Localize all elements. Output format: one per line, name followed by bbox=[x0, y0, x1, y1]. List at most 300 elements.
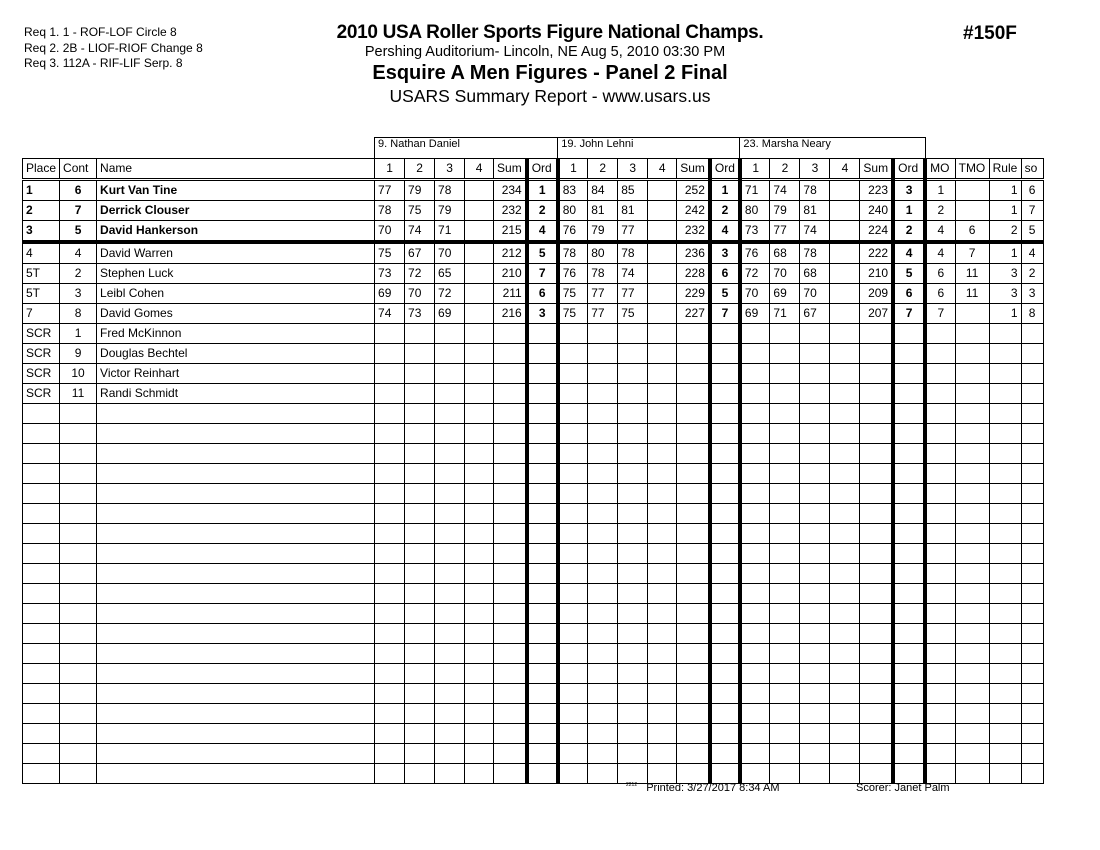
col-j2-ord: Ord bbox=[710, 159, 740, 180]
rule-cell bbox=[989, 724, 1021, 744]
column-header-row bbox=[23, 159, 1044, 180]
judge1-sum-cell bbox=[494, 604, 527, 624]
judge3-fig4-cell bbox=[830, 180, 860, 201]
judge3-fig4-cell bbox=[830, 744, 860, 764]
judge1-ord-cell: 6 bbox=[527, 284, 558, 304]
judge1-fig3-cell: 69 bbox=[435, 304, 465, 324]
judge2-fig4-cell bbox=[648, 264, 677, 284]
place-cell bbox=[23, 704, 60, 724]
judge1-fig3-cell bbox=[435, 604, 465, 624]
place-cell bbox=[23, 424, 60, 444]
judge3-sum-cell: 207 bbox=[860, 304, 893, 324]
place-cell bbox=[23, 444, 60, 464]
judge1-ord-cell bbox=[527, 684, 558, 704]
judge3-fig2-cell: 69 bbox=[770, 284, 800, 304]
judge2-fig4-cell bbox=[648, 304, 677, 324]
judge1-fig2-cell bbox=[405, 484, 435, 504]
judge2-ord-cell bbox=[710, 484, 740, 504]
judge2-sum-cell bbox=[677, 604, 710, 624]
judge2-sum-cell bbox=[677, 564, 710, 584]
judge1-ord-cell: 4 bbox=[527, 221, 558, 243]
judge1-fig1-cell bbox=[375, 464, 405, 484]
judge3-fig4-cell bbox=[830, 201, 860, 221]
judge3-fig2-cell bbox=[770, 524, 800, 544]
judge2-fig4-cell bbox=[648, 524, 677, 544]
judge1-fig4-cell bbox=[465, 404, 494, 424]
judge3-ord-cell bbox=[893, 344, 925, 364]
judge3-sum-cell: 210 bbox=[860, 264, 893, 284]
name-cell bbox=[97, 604, 375, 624]
judge1-sum-cell: 210 bbox=[494, 264, 527, 284]
judge3-fig2-cell bbox=[770, 744, 800, 764]
judge2-fig4-cell bbox=[648, 384, 677, 404]
table-row bbox=[23, 264, 1044, 284]
judge1-ord-cell bbox=[527, 604, 558, 624]
judge3-fig4-cell bbox=[830, 284, 860, 304]
judge3-fig3-cell: 70 bbox=[800, 284, 830, 304]
tmo-cell: 11 bbox=[955, 284, 989, 304]
judge3-sum-cell: 222 bbox=[860, 242, 893, 264]
judge3-fig1-cell bbox=[740, 544, 770, 564]
judge2-ord-cell: 3 bbox=[710, 242, 740, 264]
mo-cell bbox=[925, 444, 955, 464]
judge3-fig3-cell bbox=[800, 344, 830, 364]
judge1-fig3-cell bbox=[435, 544, 465, 564]
judge3-sum-cell bbox=[860, 524, 893, 544]
name-cell bbox=[97, 464, 375, 484]
tmo-cell bbox=[955, 424, 989, 444]
judge2-fig4-cell bbox=[648, 464, 677, 484]
judge3-sum-cell bbox=[860, 364, 893, 384]
place-cell: 2 bbox=[23, 201, 60, 221]
judge1-ord-cell bbox=[527, 584, 558, 604]
judge1-fig2-cell bbox=[405, 704, 435, 724]
judge1-fig2-cell bbox=[405, 684, 435, 704]
judge2-fig4-cell bbox=[648, 724, 677, 744]
judge2-fig4-cell bbox=[648, 424, 677, 444]
judge3-fig3-cell: 67 bbox=[800, 304, 830, 324]
judge3-fig1-cell bbox=[740, 684, 770, 704]
judge2-fig1-cell bbox=[558, 744, 588, 764]
cont-cell bbox=[60, 504, 97, 524]
judge1-fig1-cell: 70 bbox=[375, 221, 405, 243]
judge2-ord-cell bbox=[710, 764, 740, 784]
judge1-fig3-cell bbox=[435, 644, 465, 664]
table-row bbox=[23, 504, 1044, 524]
judge3-fig3-cell: 74 bbox=[800, 221, 830, 243]
judge1-ord-cell bbox=[527, 364, 558, 384]
judge3-ord-cell bbox=[893, 764, 925, 784]
mo-cell: 6 bbox=[925, 264, 955, 284]
rule-cell: 1 bbox=[989, 242, 1021, 264]
judge1-ord-cell bbox=[527, 424, 558, 444]
mo-cell bbox=[925, 664, 955, 684]
judge3-fig1-cell bbox=[740, 604, 770, 624]
judge2-ord-cell bbox=[710, 564, 740, 584]
place-cell bbox=[23, 484, 60, 504]
judge3-sum-cell bbox=[860, 544, 893, 564]
judge1-fig3-cell bbox=[435, 724, 465, 744]
so-cell bbox=[1021, 744, 1043, 764]
judge1-fig4-cell bbox=[465, 242, 494, 264]
rule-cell bbox=[989, 464, 1021, 484]
judge2-fig2-cell bbox=[588, 444, 618, 464]
table-row bbox=[23, 180, 1044, 201]
judge3-fig1-cell: 76 bbox=[740, 242, 770, 264]
judge2-ord-cell bbox=[710, 644, 740, 664]
so-cell bbox=[1021, 664, 1043, 684]
mo-cell: 4 bbox=[925, 242, 955, 264]
judge2-fig2-cell bbox=[588, 764, 618, 784]
name-cell bbox=[97, 764, 375, 784]
judge2-fig2-cell: 81 bbox=[588, 201, 618, 221]
rule-cell: 1 bbox=[989, 304, 1021, 324]
judge3-fig2-cell bbox=[770, 464, 800, 484]
judge2-fig1-cell bbox=[558, 464, 588, 484]
judge3-fig3-cell bbox=[800, 744, 830, 764]
judge3-fig1-cell bbox=[740, 404, 770, 424]
judge1-fig2-cell bbox=[405, 504, 435, 524]
judge-2-name: 19. John Lehni bbox=[558, 138, 740, 159]
judge3-ord-cell bbox=[893, 504, 925, 524]
col-rule: Rule bbox=[989, 159, 1021, 180]
place-cell bbox=[23, 744, 60, 764]
place-cell bbox=[23, 524, 60, 544]
judge3-ord-cell bbox=[893, 704, 925, 724]
judge1-fig1-cell bbox=[375, 504, 405, 524]
judge1-fig1-cell bbox=[375, 484, 405, 504]
rule-cell bbox=[989, 364, 1021, 384]
judge1-fig1-cell: 77 bbox=[375, 180, 405, 201]
judge1-fig2-cell bbox=[405, 464, 435, 484]
judge1-ord-cell bbox=[527, 564, 558, 584]
judge1-fig3-cell bbox=[435, 464, 465, 484]
judge2-ord-cell: 4 bbox=[710, 221, 740, 243]
event-number: #150F bbox=[963, 23, 1017, 44]
judge2-fig3-cell bbox=[618, 544, 648, 564]
judge3-ord-cell bbox=[893, 424, 925, 444]
judge3-fig1-cell: 73 bbox=[740, 221, 770, 243]
cont-cell bbox=[60, 604, 97, 624]
judge1-ord-cell bbox=[527, 484, 558, 504]
judge2-sum-cell: 236 bbox=[677, 242, 710, 264]
name-cell bbox=[97, 624, 375, 644]
judge1-sum-cell: 234 bbox=[494, 180, 527, 201]
judge3-sum-cell: 224 bbox=[860, 221, 893, 243]
judge1-fig1-cell bbox=[375, 404, 405, 424]
judge1-fig1-cell bbox=[375, 744, 405, 764]
judge2-sum-cell: 252 bbox=[677, 180, 710, 201]
judge3-sum-cell bbox=[860, 664, 893, 684]
judge1-fig2-cell bbox=[405, 604, 435, 624]
cont-cell: 7 bbox=[60, 201, 97, 221]
judge3-ord-cell: 6 bbox=[893, 284, 925, 304]
judge1-fig3-cell bbox=[435, 584, 465, 604]
judge3-fig1-cell bbox=[740, 384, 770, 404]
judge2-sum-cell bbox=[677, 484, 710, 504]
judge3-fig1-cell bbox=[740, 324, 770, 344]
table-row bbox=[23, 384, 1044, 404]
judge3-fig2-cell bbox=[770, 644, 800, 664]
judge1-fig3-cell bbox=[435, 504, 465, 524]
rule-cell bbox=[989, 664, 1021, 684]
judge1-sum-cell bbox=[494, 644, 527, 664]
judge2-fig4-cell bbox=[648, 664, 677, 684]
judge2-fig2-cell bbox=[588, 664, 618, 684]
judge1-fig1-cell: 75 bbox=[375, 242, 405, 264]
rule-cell: 3 bbox=[989, 264, 1021, 284]
table-row bbox=[23, 201, 1044, 221]
judge2-fig4-cell bbox=[648, 180, 677, 201]
judge1-sum-cell bbox=[494, 684, 527, 704]
name-cell bbox=[97, 664, 375, 684]
judge1-fig4-cell bbox=[465, 664, 494, 684]
judge3-fig3-cell bbox=[800, 644, 830, 664]
requirement-3: Req 3. 112A - RIF-LIF Serp. 8 bbox=[24, 56, 183, 70]
mo-cell: 7 bbox=[925, 304, 955, 324]
judge1-fig4-cell bbox=[465, 304, 494, 324]
judge3-sum-cell bbox=[860, 404, 893, 424]
name-cell: Douglas Bechtel bbox=[97, 344, 375, 364]
table-row bbox=[23, 664, 1044, 684]
judge2-fig3-cell bbox=[618, 424, 648, 444]
judge3-sum-cell: 240 bbox=[860, 201, 893, 221]
rule-cell bbox=[989, 404, 1021, 424]
judge2-sum-cell bbox=[677, 744, 710, 764]
tmo-cell bbox=[955, 744, 989, 764]
name-cell bbox=[97, 644, 375, 664]
judge2-ord-cell bbox=[710, 464, 740, 484]
judge3-fig3-cell bbox=[800, 384, 830, 404]
so-cell bbox=[1021, 324, 1043, 344]
judge2-fig3-cell: 77 bbox=[618, 284, 648, 304]
judge3-fig4-cell bbox=[830, 524, 860, 544]
mo-cell bbox=[925, 684, 955, 704]
judge3-fig3-cell bbox=[800, 704, 830, 724]
rule-cell bbox=[989, 764, 1021, 784]
judge2-fig2-cell: 77 bbox=[588, 284, 618, 304]
table-row bbox=[23, 704, 1044, 724]
rule-cell bbox=[989, 344, 1021, 364]
judge1-fig1-cell: 73 bbox=[375, 264, 405, 284]
judge3-fig2-cell bbox=[770, 324, 800, 344]
judge2-fig1-cell bbox=[558, 704, 588, 724]
name-cell: Kurt Van Tine bbox=[97, 180, 375, 201]
judge2-fig4-cell bbox=[648, 484, 677, 504]
judge3-ord-cell bbox=[893, 624, 925, 644]
rule-cell bbox=[989, 424, 1021, 444]
judge1-fig4-cell bbox=[465, 284, 494, 304]
place-cell bbox=[23, 544, 60, 564]
judge1-fig2-cell bbox=[405, 404, 435, 424]
table-row bbox=[23, 744, 1044, 764]
judge3-fig2-cell bbox=[770, 424, 800, 444]
judge1-fig3-cell: 65 bbox=[435, 264, 465, 284]
judge3-fig4-cell bbox=[830, 404, 860, 424]
results-body bbox=[23, 180, 1044, 784]
mo-cell bbox=[925, 424, 955, 444]
judge1-fig4-cell bbox=[465, 364, 494, 384]
judge-1-name: 9. Nathan Daniel bbox=[375, 138, 558, 159]
name-cell bbox=[97, 504, 375, 524]
judge2-fig2-cell bbox=[588, 644, 618, 664]
judge2-fig2-cell bbox=[588, 544, 618, 564]
judge3-ord-cell bbox=[893, 744, 925, 764]
judge1-sum-cell bbox=[494, 404, 527, 424]
judge2-ord-cell bbox=[710, 744, 740, 764]
judge2-fig3-cell bbox=[618, 484, 648, 504]
name-cell: David Hankerson bbox=[97, 221, 375, 243]
judge2-fig1-cell: 75 bbox=[558, 304, 588, 324]
judge2-fig4-cell bbox=[648, 744, 677, 764]
judge1-ord-cell bbox=[527, 324, 558, 344]
judge3-ord-cell bbox=[893, 324, 925, 344]
mo-cell bbox=[925, 364, 955, 384]
judge1-fig3-cell bbox=[435, 364, 465, 384]
judge3-ord-cell bbox=[893, 604, 925, 624]
judge2-fig3-cell bbox=[618, 684, 648, 704]
cont-cell bbox=[60, 764, 97, 784]
cont-cell: 9 bbox=[60, 344, 97, 364]
judge2-fig1-cell bbox=[558, 504, 588, 524]
name-cell bbox=[97, 564, 375, 584]
mo-cell bbox=[925, 584, 955, 604]
judge3-ord-cell bbox=[893, 484, 925, 504]
judge1-sum-cell bbox=[494, 524, 527, 544]
judge1-fig4-cell bbox=[465, 724, 494, 744]
judge3-fig3-cell bbox=[800, 604, 830, 624]
col-j2-f2: 2 bbox=[588, 159, 618, 180]
name-cell bbox=[97, 584, 375, 604]
judge1-ord-cell bbox=[527, 624, 558, 644]
judge1-ord-cell: 5 bbox=[527, 242, 558, 264]
tmo-cell bbox=[955, 724, 989, 744]
judge3-fig2-cell bbox=[770, 704, 800, 724]
judge2-sum-cell bbox=[677, 684, 710, 704]
tmo-cell bbox=[955, 604, 989, 624]
judge2-fig3-cell: 75 bbox=[618, 304, 648, 324]
judge1-fig4-cell bbox=[465, 324, 494, 344]
table-row bbox=[23, 242, 1044, 264]
rule-cell: 2 bbox=[989, 221, 1021, 243]
judge3-fig2-cell bbox=[770, 384, 800, 404]
tmo-cell bbox=[955, 664, 989, 684]
table-row bbox=[23, 464, 1044, 484]
judge2-fig3-cell bbox=[618, 564, 648, 584]
judge3-fig1-cell bbox=[740, 464, 770, 484]
judge3-fig4-cell bbox=[830, 464, 860, 484]
tmo-cell bbox=[955, 180, 989, 201]
judge2-fig4-cell bbox=[648, 242, 677, 264]
judge3-fig4-cell bbox=[830, 664, 860, 684]
place-cell: SCR bbox=[23, 364, 60, 384]
mo-cell bbox=[925, 464, 955, 484]
judge3-fig3-cell bbox=[800, 724, 830, 744]
judge1-fig2-cell bbox=[405, 564, 435, 584]
judge1-fig2-cell bbox=[405, 544, 435, 564]
judge2-fig2-cell bbox=[588, 344, 618, 364]
place-cell bbox=[23, 604, 60, 624]
judge3-fig1-cell bbox=[740, 444, 770, 464]
judge3-fig3-cell bbox=[800, 364, 830, 384]
judge3-fig3-cell: 78 bbox=[800, 180, 830, 201]
judge2-fig1-cell: 83 bbox=[558, 180, 588, 201]
judge2-fig2-cell bbox=[588, 704, 618, 724]
place-cell: 5T bbox=[23, 284, 60, 304]
judge2-fig1-cell: 80 bbox=[558, 201, 588, 221]
place-cell: SCR bbox=[23, 344, 60, 364]
judge3-sum-cell bbox=[860, 584, 893, 604]
judge2-fig4-cell bbox=[648, 221, 677, 243]
judge2-sum-cell bbox=[677, 644, 710, 664]
col-j1-sum: Sum bbox=[494, 159, 527, 180]
place-cell bbox=[23, 764, 60, 784]
judge2-sum-cell: 242 bbox=[677, 201, 710, 221]
judge2-fig1-cell bbox=[558, 324, 588, 344]
judge1-fig3-cell bbox=[435, 484, 465, 504]
judge1-fig1-cell bbox=[375, 364, 405, 384]
judge1-fig2-cell bbox=[405, 744, 435, 764]
judge1-fig4-cell bbox=[465, 221, 494, 243]
mo-cell bbox=[925, 624, 955, 644]
judge1-fig4-cell bbox=[465, 201, 494, 221]
judge2-fig4-cell bbox=[648, 584, 677, 604]
mo-cell bbox=[925, 744, 955, 764]
judge1-fig3-cell bbox=[435, 564, 465, 584]
judge1-fig1-cell bbox=[375, 564, 405, 584]
judge3-fig3-cell bbox=[800, 564, 830, 584]
col-j3-f3: 3 bbox=[800, 159, 830, 180]
judge3-ord-cell bbox=[893, 404, 925, 424]
col-mo: MO bbox=[925, 159, 955, 180]
judge2-fig2-cell bbox=[588, 384, 618, 404]
judge3-ord-cell bbox=[893, 664, 925, 684]
judge1-fig1-cell bbox=[375, 644, 405, 664]
tmo-cell bbox=[955, 324, 989, 344]
judge1-fig1-cell: 69 bbox=[375, 284, 405, 304]
rule-cell bbox=[989, 444, 1021, 464]
judge1-fig3-cell: 79 bbox=[435, 201, 465, 221]
judge2-fig4-cell bbox=[648, 544, 677, 564]
judge2-ord-cell: 5 bbox=[710, 284, 740, 304]
judge3-fig3-cell bbox=[800, 544, 830, 564]
judge2-fig1-cell bbox=[558, 404, 588, 424]
judge3-fig4-cell bbox=[830, 764, 860, 784]
cont-cell bbox=[60, 624, 97, 644]
judge1-fig3-cell: 71 bbox=[435, 221, 465, 243]
judge1-sum-cell bbox=[494, 384, 527, 404]
judge1-fig1-cell bbox=[375, 724, 405, 744]
judge3-sum-cell bbox=[860, 424, 893, 444]
judge2-fig1-cell bbox=[558, 424, 588, 444]
event-title: Esquire A Men Figures - Panel 2 Final bbox=[372, 62, 728, 84]
judge2-ord-cell bbox=[710, 664, 740, 684]
judge2-fig1-cell bbox=[558, 484, 588, 504]
judge3-fig3-cell bbox=[800, 484, 830, 504]
judge1-fig4-cell bbox=[465, 444, 494, 464]
judge1-fig3-cell bbox=[435, 404, 465, 424]
tmo-cell: 7 bbox=[955, 242, 989, 264]
judge1-fig4-cell bbox=[465, 544, 494, 564]
tmo-cell bbox=[955, 404, 989, 424]
so-cell bbox=[1021, 344, 1043, 364]
judge3-fig4-cell bbox=[830, 684, 860, 704]
judge2-ord-cell bbox=[710, 404, 740, 424]
judge2-sum-cell bbox=[677, 404, 710, 424]
judge1-sum-cell bbox=[494, 704, 527, 724]
name-cell bbox=[97, 684, 375, 704]
table-row bbox=[23, 524, 1044, 544]
